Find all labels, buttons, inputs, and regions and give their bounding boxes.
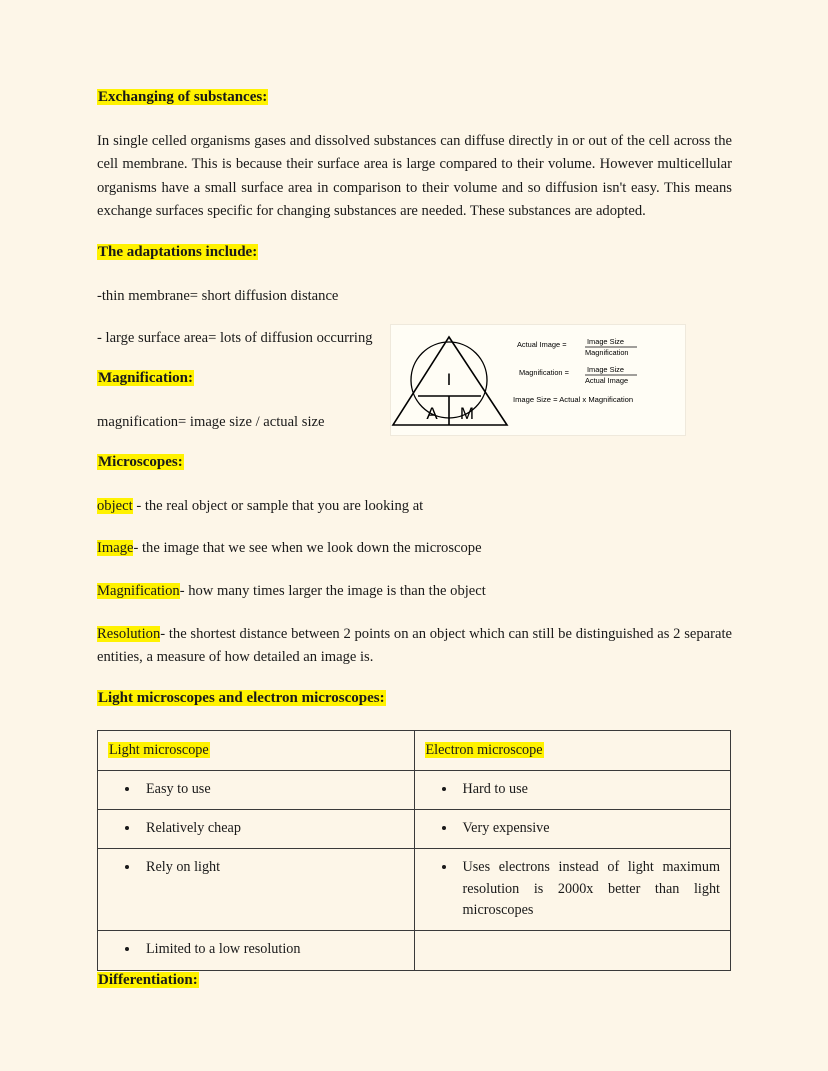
formula-1-denominator: Magnification	[585, 348, 629, 357]
table-row	[98, 810, 731, 849]
cell-list	[425, 818, 721, 839]
list-item: • Easy to use	[140, 779, 404, 800]
table-header-electron-text: Electron microscope	[425, 742, 543, 759]
definition-text-image: - the image that we see when we look down the microscope	[133, 540, 482, 557]
table-row	[98, 770, 731, 809]
triangle-diagram	[393, 337, 507, 425]
formula-1-label: Actual Image =	[517, 340, 567, 349]
table-cell-light-3	[98, 849, 415, 931]
definition-magnification	[97, 580, 732, 604]
table-cell-light-1	[98, 770, 415, 809]
definition-text-resolution: - the shortest distance between 2 points on an object which can still be distinguished as 2 separate entities, a measure of how detailed an image is.	[97, 625, 732, 666]
definition-term-object: object	[97, 497, 133, 514]
heading-microscopes-text: Microscopes:	[98, 454, 183, 471]
heading-adaptations-text: The adaptations include:	[98, 244, 258, 261]
cell-list	[108, 818, 404, 839]
formula-2-label: Magnification =	[519, 368, 569, 377]
heading-magnification-text: Magnification:	[98, 370, 193, 387]
list-item: • Relatively cheap	[140, 818, 404, 839]
table-cell-light-4	[98, 931, 415, 970]
triangle-letter-i: I	[446, 370, 452, 389]
table-header-light-microscope	[98, 731, 415, 771]
adaptation-item-1: -thin membrane= short diffusion distance	[97, 287, 339, 304]
paragraph-exchanging-body: In single celled organisms gases and dissolved substances can diffuse directly in or out of the cell across the cell membrane. This is because their surface area is large compared to their volume. However multicellular organisms have a small surface area in comparison to their volume and so diffusion isn't easy. This means exchange surfaces specific for changing substances are needed. These substances are adopted.	[97, 132, 732, 220]
table-cell-electron-2	[414, 810, 731, 849]
table-header-row	[98, 731, 731, 771]
list-item: • Limited to a low resolution	[140, 939, 404, 960]
magnification-formula: magnification= image size / actual size	[97, 413, 325, 430]
heading-adaptations-include	[97, 243, 732, 263]
table-cell-electron-1	[414, 770, 731, 809]
definition-text-magnification: - how many times larger the image is than the object	[179, 582, 486, 599]
heading-differentiation-text: Differentiation:	[98, 971, 198, 988]
list-item: • Rely on light	[140, 857, 404, 878]
microscope-comparison-table	[97, 730, 731, 970]
table-cell-electron-4	[414, 931, 731, 970]
adaptation-item-2: - large surface area= lots of diffusion occurring	[97, 329, 373, 346]
heading-exchanging-of-substances	[97, 88, 732, 108]
magnification-triangle-figure	[390, 324, 686, 436]
heading-light-and-electron-microscopes	[97, 689, 732, 709]
formula-1-numerator: Image Size	[587, 337, 624, 346]
table-header-electron-microscope	[414, 731, 731, 771]
heading-exchanging-text: Exchanging of substances:	[98, 89, 268, 105]
cell-list	[108, 939, 404, 960]
list-item: • Very expensive	[457, 818, 721, 839]
triangle-letter-m: M	[459, 404, 475, 423]
formula-2-numerator: Image Size	[587, 365, 624, 374]
formula-magnification	[519, 365, 637, 385]
definition-term-magnification: Magnification	[97, 582, 180, 599]
table-header-light-text: Light microscope	[109, 742, 209, 759]
table-row	[98, 849, 731, 931]
list-item: • Hard to use	[457, 779, 721, 800]
formula-2-denominator: Actual Image	[585, 376, 629, 385]
formula-3: Image Size = Actual x Magnification	[513, 395, 634, 404]
table-cell-light-2	[98, 810, 415, 849]
table-cell-electron-3	[414, 849, 731, 931]
cell-list	[425, 779, 721, 800]
formula-actual-image	[517, 337, 637, 357]
heading-microscopes	[97, 453, 732, 473]
heading-differentiation	[97, 971, 732, 991]
cell-list	[108, 857, 404, 878]
definition-image	[97, 537, 732, 561]
cell-list	[425, 857, 721, 921]
triangle-letter-a: A	[426, 404, 438, 423]
list-item: • Uses electrons instead of light maximum resolution is 2000x better than light microscopes	[457, 857, 721, 921]
heading-comparison-text: Light microscopes and electron microscopes:	[98, 689, 385, 706]
definition-term-resolution: Resolution	[97, 625, 161, 642]
cell-list	[108, 779, 404, 800]
definition-text-object: - the real object or sample that you are looking at	[132, 497, 424, 514]
definition-resolution	[97, 623, 732, 670]
definition-term-image: Image	[97, 540, 134, 557]
table-row	[98, 931, 731, 970]
definition-object	[97, 495, 732, 519]
